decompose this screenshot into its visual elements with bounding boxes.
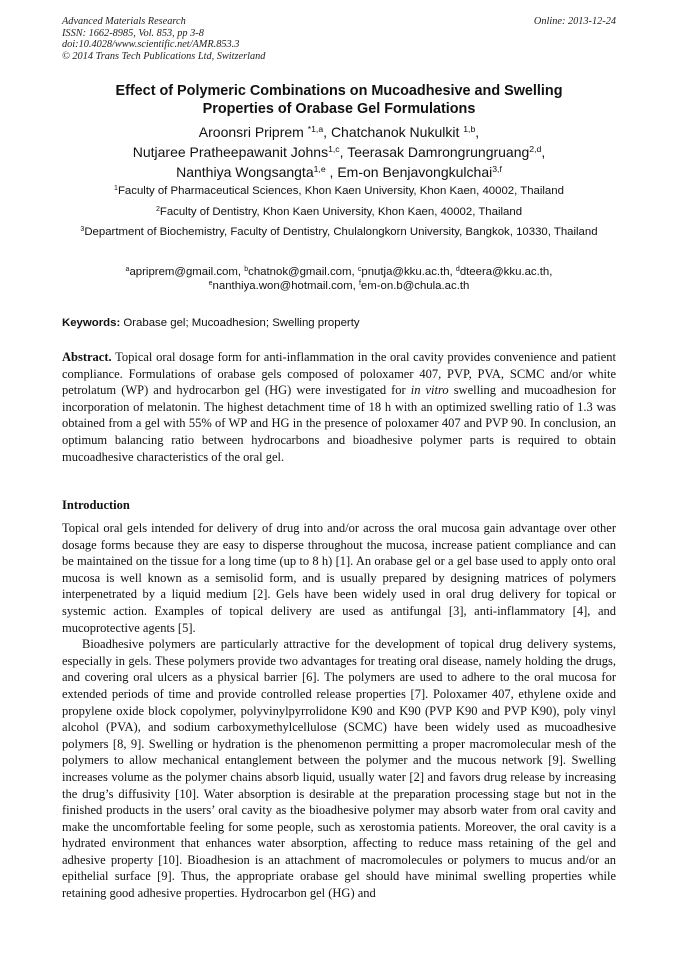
title-line-1: Effect of Polymeric Combinations on Mucoadhesive and Swelling <box>115 83 563 99</box>
abstract <box>62 349 616 465</box>
author-sup: 2,d <box>529 144 542 155</box>
keywords-text: Orabase gel; Mucoadhesion; Swelling property <box>120 317 360 329</box>
affiliation-1 <box>62 184 616 200</box>
paragraph: Topical oral gels intended for delivery of drug into and/or across the oral mucosa gain advantage over other dosage forms because they are easy to disperse throughout the mucosa, increase patient compliance and can be maintained on the tissue for a long time (up to 8 h) [1]. An orabase gel or a gel base used to apply onto oral mucosa is well known as a semisolid form, and is usually prepared by designing matrices of polymers interpenetrated by a liquid medium [2]. Gels have been widely used in oral drug delivery for topical or systemic action. Examples of topical delivery are used as antifungal [3], anti-inflammatory [4], and mucoprotective agents [5]. <box>62 521 616 635</box>
affiliation-text: Faculty of Pharmaceutical Sciences, Khon Kaen University, Khon Kaen, 40002, Thailand <box>117 185 564 197</box>
author-name: Aroonsri Priprem <box>198 124 308 140</box>
title-line-2: Properties of Orabase Gel Formulations <box>202 100 476 117</box>
paper-title <box>62 83 616 118</box>
author-sup: 1,c <box>328 144 340 155</box>
affiliation-text: Department of Biochemistry, Faculty of Dentistry, Chulalongkorn University, Bangkok, 10330, Thailand <box>84 226 598 238</box>
doi-line: doi:10.4028/www.scientific.net/AMR.853.3 <box>62 39 240 51</box>
keywords <box>62 316 360 330</box>
affiliation-text: Faculty of Dentistry, Khon Kaen University, Khon Kaen, 40002, Thailand <box>159 205 523 218</box>
paragraph: Bioadhesive polymers are particularly attractive for the development of topical drug delivery systems, especially in gels. These polymers provide two advantages for treating oral disease, namely holding the drugs, and covering oral ulcers as a physical barrier [6]. The polymers are used to adhere to the oral mucosa for extended periods of time and provide controlled release properties [7]. Poloxamer 407, ethylene oxide and propylene oxide block copolymer, polyvinylpyrrolidone K90 and K90 (PVP K90 and PVP K90), poly vinyl alcohol (PVA), and sodium carboxymethylcellulose (SCMC) have been widely used as mucoadhesive polymers [8, 9]. Swelling or hydration is the phenomenon permitting a proper macromolecular mesh of the polymers to allow mechanical entanglement between the polymer and the mucous network [9]. Swelling increases volume as the polymer chains absorb liquid, usually water [2] and favors drug release by increasing the drug’s diffusivity [10]. Water absorption is desirable at the preparation processing stage but not in the finished products in the users’ oral cavity as the bioadhesive polymer may absorb water from oral cavity and make the uncomfortable feeling for some people, such as xerostomia patients. Moreover, the oral cavity is a hydrated environment that enhances water absorption, affecting to reduce mass retaining of the gel and adhesive property [10]. Bioadhesion is an attachment of macromolecules or polymers to mucus and/or an epithelial surface [9]. Thus, the appropriate orabase gel should have minimal swelling properties while retaining good adhesive properties. Hydrocarbon gel (HG) and <box>62 637 616 901</box>
journal-name: Advanced Materials Research <box>62 16 186 27</box>
affiliation-2 <box>62 205 616 221</box>
author-name: Chatchanok Nukulkit <box>330 124 464 140</box>
email-sup: f <box>358 279 361 287</box>
online-date: Online: 2013-12-24 <box>533 16 616 27</box>
author-name: Em-on Benjavongkulchai <box>337 164 493 180</box>
author-sep: , <box>475 124 480 140</box>
email-address[interactable]: em-on.b@chula.ac.th <box>360 279 470 292</box>
author-sup: *1,a <box>307 124 324 135</box>
author-sep: , <box>541 144 546 160</box>
author-sup: 1,e <box>313 164 326 175</box>
copyright-line: © 2014 Trans Tech Publications Ltd, Switzerland <box>62 50 266 62</box>
email-sup: c <box>357 266 362 274</box>
keywords-label: Keywords: <box>62 317 121 329</box>
email-list <box>62 266 616 293</box>
email-address[interactable]: apriprem@gmail.com, <box>129 266 245 278</box>
journal-header <box>62 16 265 62</box>
affiliation-3 <box>62 225 616 241</box>
abstract-text: Topical oral dosage form for anti-inflammation in the oral cavity provides convenience and patient compliance. Formulations of orabase gels composed of poloxamer 407, PVP, PVA, SCMC and/or white petrolatum (WP) and hydrocarbon gel (HG) were investigated for <box>62 350 616 398</box>
author-sep: , <box>339 144 348 160</box>
email-sup: a <box>125 266 130 274</box>
author-line-3 <box>62 162 616 182</box>
affiliation-sup: 2 <box>155 205 160 213</box>
email-address[interactable]: dteera@kku.ac.th, <box>459 266 553 278</box>
issn-line: ISSN: 1662-8985, Vol. 853, pp 3-8 <box>62 27 204 39</box>
author-name: Nanthiya Wongsangta <box>176 164 314 180</box>
abstract-label: Abstract. <box>62 350 112 364</box>
email-sup: b <box>244 266 249 274</box>
email-sup: e <box>208 279 213 287</box>
introduction-body <box>62 520 616 902</box>
email-address[interactable]: pnutja@kku.ac.th, <box>361 266 456 278</box>
email-address[interactable]: nanthiya.won@hotmail.com, <box>212 279 359 292</box>
author-line-2 <box>62 142 616 162</box>
author-line-1 <box>62 122 616 142</box>
author-name: Nutjaree Pratheepawanit Johns <box>132 144 329 160</box>
author-sep: , <box>323 124 331 140</box>
abstract-text: swelling and mucoadhesion for incorporation of melatonin. The highest detachment time of 18 h with an optimized swelling ratio of 1.3 was obtained from a gel with 55% of WP and HG in the presence of poloxamer 407 and PVP 90. In conclusion, an optimum balancing ratio between hydrocarbons and bioadhesive polymer parts is required to obtain mucoadhesive characteristics of the oral gel. <box>62 383 617 464</box>
email-line-1 <box>62 266 616 280</box>
email-line-2 <box>62 280 616 294</box>
email-address[interactable]: chatnok@gmail.com, <box>248 266 358 278</box>
abstract-italic: in vitro <box>410 383 449 398</box>
email-sup: d <box>455 266 460 274</box>
affiliation-sup: 1 <box>114 185 118 193</box>
author-sep: , <box>325 164 338 180</box>
affiliation-sup: 3 <box>80 226 85 234</box>
affiliation-list <box>62 184 616 246</box>
author-sup: 1,b <box>463 124 476 135</box>
section-heading-introduction: Introduction <box>62 498 130 512</box>
author-sup: 3,f <box>492 164 502 175</box>
author-name: Teerasak Damrongrungruang <box>347 144 530 160</box>
author-list <box>62 122 616 182</box>
